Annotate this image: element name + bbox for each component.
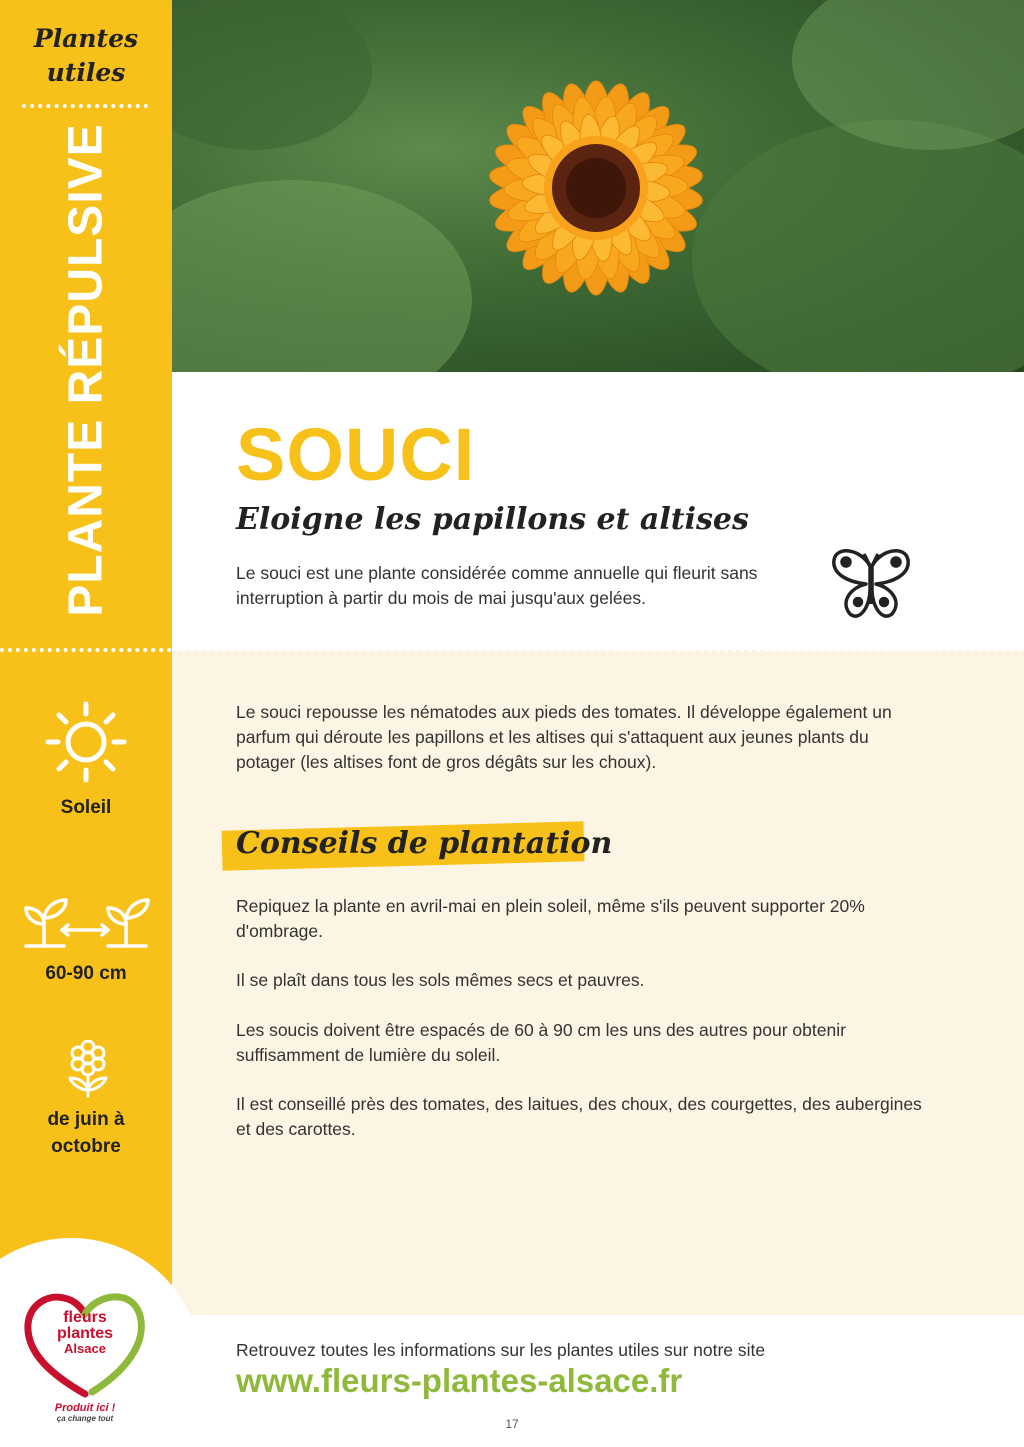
- tip-paragraph: Il se plaît dans tous les sols mêmes secs et pauvres.: [236, 970, 645, 990]
- tip-paragraph: Repiquez la plante en avril-mai en plein soleil, même s'ils peuvent supporter 20% d'ombrage.: [236, 896, 865, 941]
- dotted-divider: [22, 104, 148, 108]
- logo-tagline: Produit ici !: [54, 1402, 116, 1414]
- category-banner: [0, 120, 172, 620]
- website-link[interactable]: www.fleurs-plantes-alsace.fr: [236, 1362, 683, 1399]
- footer-text: Retrouvez toutes les informations sur les plantes utiles sur notre site: [236, 1340, 766, 1360]
- page-number: 17: [505, 1417, 519, 1431]
- section-title: Conseils de plantation: [236, 826, 613, 861]
- flowering-label: [0, 1106, 172, 1160]
- tip-paragraph: Il est conseillé près des tomates, des laitues, des choux, des courgettes, des aubergines et des carottes.: [236, 1094, 922, 1139]
- logo-text-fleurs: fleurs: [63, 1309, 107, 1326]
- flowering-line-1: de juin à: [47, 1109, 125, 1130]
- tip-paragraph: Les soucis doivent être espacés de 60 à 90 cm les uns des autres pour obtenir suffisamment de lumière du soleil.: [236, 1020, 846, 1065]
- brand-line-1: Plantes: [33, 24, 139, 53]
- page-subtitle: Eloigne les papillons et altises: [236, 502, 749, 537]
- sun-icon: [44, 700, 128, 789]
- flowering-line-2: octobre: [51, 1136, 121, 1157]
- spacing-label: 60-90 cm: [45, 963, 127, 984]
- exposure-label: Soleil: [60, 797, 112, 818]
- intro-text: Le souci est une plante considérée comme annuelle qui fleurit sans interruption à partir du mois de mai jusqu'aux gelées.: [236, 563, 758, 608]
- brand-title: [0, 22, 172, 90]
- brand-line-2: utiles: [46, 58, 126, 87]
- flower-photo: [172, 0, 1024, 372]
- page-title: SOUCI: [236, 413, 476, 496]
- logo-tagline-small: ça change tout: [56, 1414, 114, 1423]
- brand-logo: [20, 1290, 150, 1430]
- description-paragraph: Le souci repousse les nématodes aux pieds des tomates. Il développe également un parfum qui déroute les papillons et les altises qui s'attaquent aux jeunes plants du potager (les altises font de gros dégâts sur les choux).: [236, 702, 892, 772]
- logo-text-alsace: Alsace: [64, 1341, 106, 1356]
- dotted-divider: [0, 648, 1024, 652]
- plant-spacing-icon: [22, 894, 150, 957]
- logo-text-plantes: plantes: [56, 1325, 113, 1342]
- butterfly-icon: [830, 546, 912, 627]
- category-label: PLANTE RÉPULSIVE: [59, 123, 113, 617]
- flower-icon: [62, 1040, 114, 1105]
